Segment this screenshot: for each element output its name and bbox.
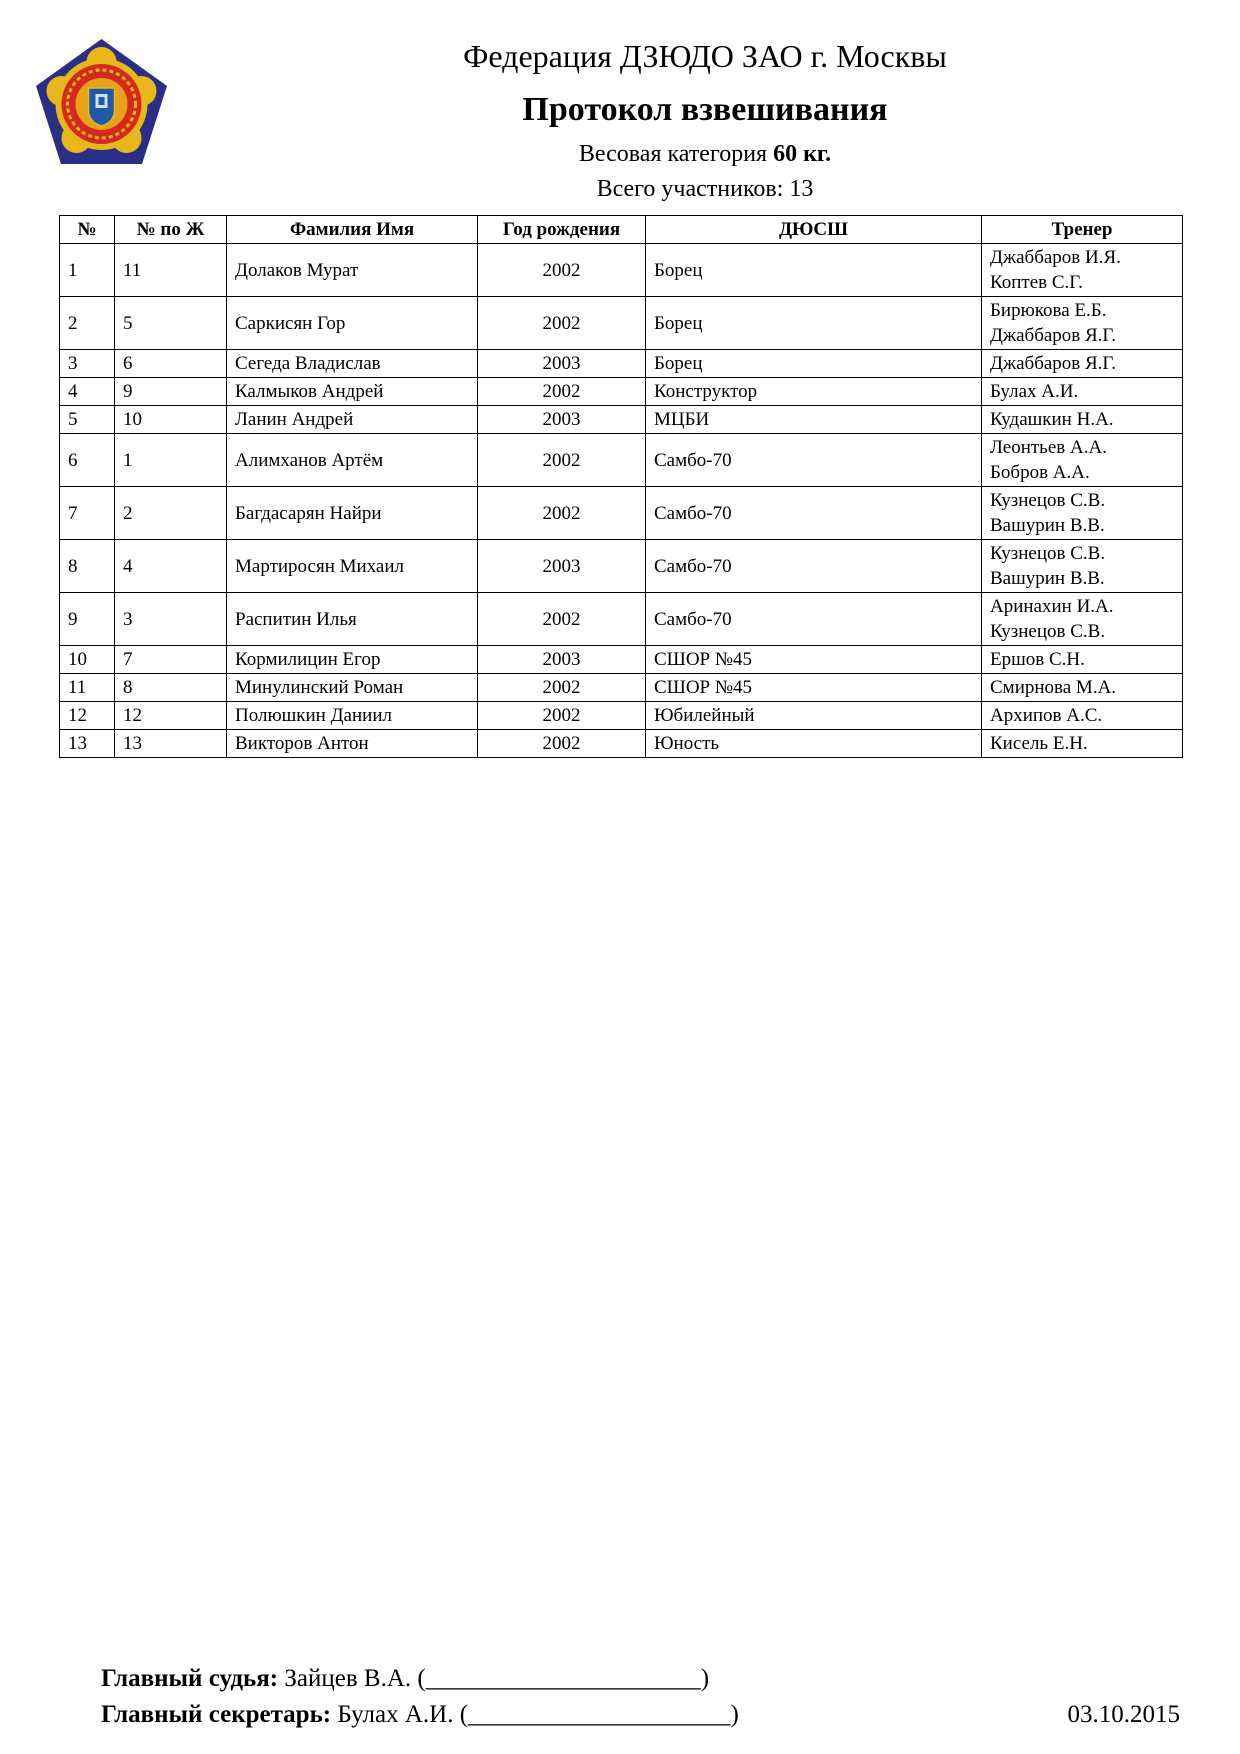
cell-name: Саркисян Гор: [227, 297, 478, 350]
trainer-name: Джаббаров Я.Г.: [990, 353, 1117, 374]
table-row: [60, 434, 1183, 487]
cell-school: СШОР №45: [646, 674, 982, 702]
trainer-name: Вашурин В.В.: [990, 515, 1105, 536]
cell-number: 3: [60, 350, 115, 378]
cell-trainer: [982, 674, 1183, 702]
cell-school: Юность: [646, 730, 982, 758]
cell-draw-number: 12: [115, 702, 227, 730]
cell-birth-year: 2003: [478, 406, 646, 434]
trainer-name: Кисель Е.Н.: [990, 733, 1088, 754]
cell-number: 1: [60, 244, 115, 297]
federation-name: Федерация ДЗЮДО ЗАО г. Москвы: [463, 38, 947, 74]
trainer-name: Коптев С.Г.: [990, 272, 1083, 293]
chief-judge: [101, 1662, 709, 1696]
chief-secretary-label: Главный секретарь:: [101, 1701, 332, 1728]
cell-name: Полюшкин Даниил: [227, 702, 478, 730]
column-header-trainer: Тренер: [982, 216, 1183, 244]
table-row: [60, 297, 1183, 350]
cell-name: Кормилицин Егор: [227, 646, 478, 674]
cell-draw-number: 10: [115, 406, 227, 434]
cell-school: Самбо-70: [646, 540, 982, 593]
page-title: Протокол взвешивания: [522, 91, 888, 128]
chief-judge-label: Главный судья:: [101, 1665, 279, 1692]
trainer-name: Леонтьев А.А.: [990, 437, 1107, 458]
cell-number: 13: [60, 730, 115, 758]
weight-category-label: Весовая категория: [578, 141, 768, 167]
cell-birth-year: 2002: [478, 487, 646, 540]
cell-number: 6: [60, 434, 115, 487]
table-row: [60, 487, 1183, 540]
cell-name: Багдасарян Найри: [227, 487, 478, 540]
trainer-name: Джаббаров Я.Г.: [990, 325, 1117, 346]
trainer-name: Смирнова М.А.: [990, 677, 1117, 698]
cell-birth-year: 2002: [478, 434, 646, 487]
cell-draw-number: 3: [115, 593, 227, 646]
cell-name: Ланин Андрей: [227, 406, 478, 434]
cell-school: Самбо-70: [646, 434, 982, 487]
trainer-name: Кузнецов С.В.: [990, 621, 1106, 642]
cell-school: Самбо-70: [646, 593, 982, 646]
cell-number: 5: [60, 406, 115, 434]
chief-judge-value: Зайцев В.А. (______________________): [284, 1665, 710, 1692]
column-header-school: ДЮСШ: [646, 216, 982, 244]
cell-number: 2: [60, 297, 115, 350]
cell-name: Калмыков Андрей: [227, 378, 478, 406]
cell-draw-number: 6: [115, 350, 227, 378]
cell-birth-year: 2003: [478, 646, 646, 674]
trainer-name: Вашурин В.В.: [990, 568, 1105, 589]
cell-trainer: [982, 646, 1183, 674]
cell-number: 8: [60, 540, 115, 593]
cell-school: Борец: [646, 244, 982, 297]
cell-trainer: [982, 487, 1183, 540]
cell-trainer: [982, 297, 1183, 350]
cell-draw-number: 5: [115, 297, 227, 350]
cell-draw-number: 13: [115, 730, 227, 758]
trainer-name: Аринахин И.А.: [990, 596, 1114, 617]
cell-draw-number: 2: [115, 487, 227, 540]
cell-birth-year: 2002: [478, 702, 646, 730]
cell-draw-number: 7: [115, 646, 227, 674]
cell-number: 11: [60, 674, 115, 702]
cell-draw-number: 4: [115, 540, 227, 593]
column-header-birth-year: Год рождения: [478, 216, 646, 244]
column-header-number: №: [60, 216, 115, 244]
cell-school: Борец: [646, 350, 982, 378]
cell-name: Распитин Илья: [227, 593, 478, 646]
chief-secretary: [101, 1698, 739, 1732]
cell-draw-number: 9: [115, 378, 227, 406]
total-participants: Всего участников: 13: [596, 176, 814, 202]
cell-school: СШОР №45: [646, 646, 982, 674]
cell-number: 9: [60, 593, 115, 646]
cell-birth-year: 2002: [478, 378, 646, 406]
trainer-name: Кузнецов С.В.: [990, 490, 1106, 511]
cell-draw-number: 11: [115, 244, 227, 297]
cell-birth-year: 2003: [478, 540, 646, 593]
column-header-name: Фамилия Имя: [227, 216, 478, 244]
column-header-draw-number: № по Ж: [115, 216, 227, 244]
weigh-in-table: [59, 215, 1183, 758]
table-row: [60, 593, 1183, 646]
cell-trainer: [982, 244, 1183, 297]
table-header-row: [60, 216, 1183, 244]
cell-birth-year: 2002: [478, 244, 646, 297]
cell-birth-year: 2002: [478, 593, 646, 646]
chief-secretary-value: Булах А.И. (_____________________): [337, 1701, 739, 1728]
cell-school: Борец: [646, 297, 982, 350]
cell-name: Сегеда Владислав: [227, 350, 478, 378]
cell-draw-number: 1: [115, 434, 227, 487]
cell-school: МЦБИ: [646, 406, 982, 434]
cell-trainer: [982, 434, 1183, 487]
table-row: [60, 244, 1183, 297]
cell-birth-year: 2003: [478, 350, 646, 378]
cell-trainer: [982, 593, 1183, 646]
cell-birth-year: 2002: [478, 674, 646, 702]
cell-birth-year: 2002: [478, 730, 646, 758]
weight-category-value: 60 кг.: [773, 141, 832, 167]
trainer-name: Бирюкова Е.Б.: [990, 300, 1107, 321]
cell-trainer: [982, 378, 1183, 406]
cell-number: 12: [60, 702, 115, 730]
protocol-date: 03.10.2015: [1067, 1701, 1180, 1728]
cell-birth-year: 2002: [478, 297, 646, 350]
cell-school: Конструктор: [646, 378, 982, 406]
cell-number: 10: [60, 646, 115, 674]
trainer-name: Архипов А.С.: [990, 705, 1103, 726]
cell-trainer: [982, 406, 1183, 434]
cell-name: Минулинский Роман: [227, 674, 478, 702]
table-row: [60, 406, 1183, 434]
table-row: [60, 674, 1183, 702]
table-row: [60, 540, 1183, 593]
table-row: [60, 350, 1183, 378]
table-row: [60, 646, 1183, 674]
trainer-name: Булах А.И.: [990, 381, 1079, 402]
weight-category: [430, 137, 980, 171]
cell-trainer: [982, 350, 1183, 378]
cell-name: Мартиросян Михаил: [227, 540, 478, 593]
table-row: [60, 702, 1183, 730]
cell-name: Долаков Мурат: [227, 244, 478, 297]
trainer-name: Кудашкин Н.А.: [990, 409, 1114, 430]
table-row: [60, 730, 1183, 758]
cell-number: 4: [60, 378, 115, 406]
trainer-name: Ершов С.Н.: [990, 649, 1085, 670]
cell-trainer: [982, 702, 1183, 730]
cell-name: Викторов Антон: [227, 730, 478, 758]
cell-draw-number: 8: [115, 674, 227, 702]
judo-federation-emblem-icon: [34, 37, 169, 166]
cell-school: Самбо-70: [646, 487, 982, 540]
trainer-name: Бобров А.А.: [990, 462, 1090, 483]
cell-trainer: [982, 730, 1183, 758]
table-row: [60, 378, 1183, 406]
trainer-name: Джаббаров И.Я.: [990, 247, 1121, 268]
cell-trainer: [982, 540, 1183, 593]
cell-name: Алимханов Артём: [227, 434, 478, 487]
cell-school: Юбилейный: [646, 702, 982, 730]
cell-number: 7: [60, 487, 115, 540]
trainer-name: Кузнецов С.В.: [990, 543, 1106, 564]
